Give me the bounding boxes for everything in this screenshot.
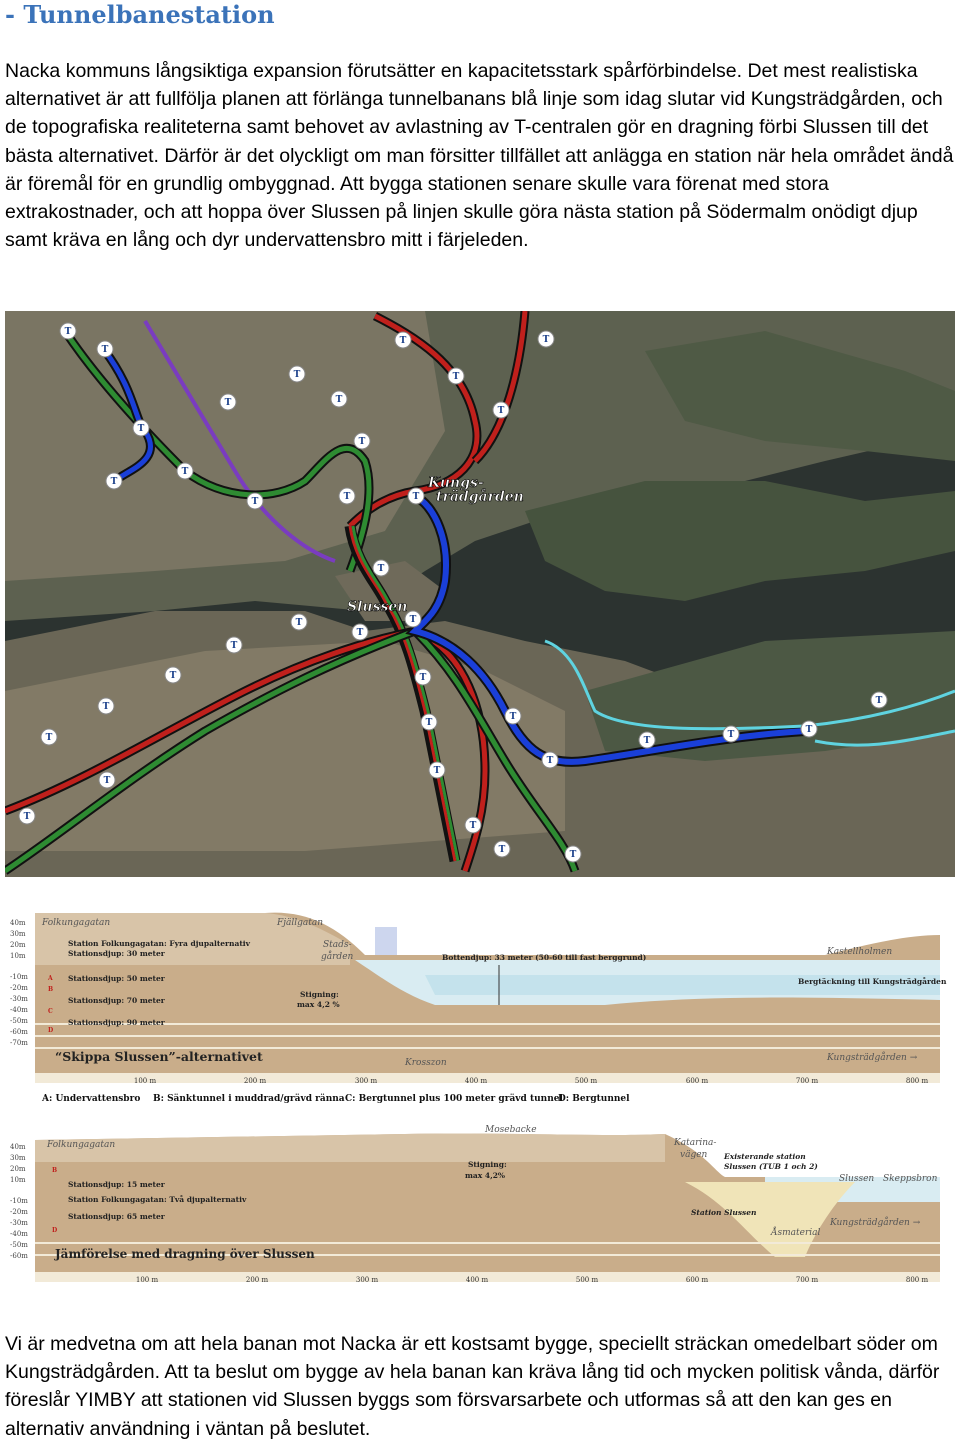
alt-letter-c: C	[48, 1008, 53, 1015]
distance-label: 500 m	[574, 1077, 598, 1085]
legend-c: C: Bergtunnel plus 100 meter grävd tunnel	[345, 1094, 563, 1104]
station-marker: T	[358, 437, 366, 447]
place-kastellholmen: Kastellholmen	[827, 947, 893, 957]
station-marker: T	[546, 756, 554, 766]
place-mosebacke: Mosebacke	[485, 1125, 537, 1135]
depth-label-m50: -50m	[10, 1241, 28, 1249]
distance-label: 800 m	[905, 1276, 929, 1284]
place-kungstradgarden: Kungsträdgården →	[827, 1053, 918, 1063]
alt-letter-a: A	[48, 975, 53, 982]
distance-label: 200 m	[243, 1077, 267, 1085]
station-marker: T	[727, 730, 735, 740]
depth-label-m10: -10m	[10, 1197, 28, 1205]
place-slussen: Slussen	[839, 1174, 875, 1184]
depth-label-m70: -70m	[10, 1039, 28, 1047]
distance-label: 400 m	[464, 1077, 488, 1085]
station-marker: T	[643, 736, 651, 746]
aerial-metro-map	[5, 311, 955, 877]
depth-band-1	[35, 1023, 940, 1025]
profile-skippa-slussen	[5, 905, 955, 1110]
station-marker: T	[509, 712, 517, 722]
depth-label-30: 30m	[10, 1154, 26, 1162]
legend-d: D: Bergtunnel	[558, 1094, 630, 1104]
station-marker: T	[102, 702, 110, 712]
station-marker: T	[425, 718, 433, 728]
station-marker: T	[110, 477, 118, 487]
depth-label-m60: -60m	[10, 1252, 28, 1260]
station-marker: T	[419, 673, 427, 683]
place-folkungagatan: Folkungagatan	[47, 1140, 116, 1150]
gradient-value: max 4,2%	[465, 1171, 506, 1180]
gradient-value: max 4,2 %	[297, 1000, 340, 1009]
station-marker: T	[45, 733, 53, 743]
distance-label: 700 m	[795, 1276, 819, 1284]
intro-paragraph: Nacka kommuns långsiktiga expansion förutsätter en kapacitetsstark spårförbindelse. Det mest realistiska alternativet är att fullfölja planen att förlänga tunnelbanans blå linje som idag slutar vid Kungsträdgården, och de topografiska realiteterna samt behovet av avlastning av T-centralen gör en dragning förbi Slussen till det bästa alternativet. Därför är det olyckligt om man försitter tillfället att anlägga en station när hela området ändå är föremål för en grundlig ombyggnad. Att bygga stationen senare skulle vara förenat med stora extrakostnader, och att hoppa över Slussen på linjen skulle göra nästa station på Södermalm onödigt djup samt kräva en lång och dyr undervattensbro mitt i färjeleden.	[5, 60, 954, 252]
depth-label-m30: -30m	[10, 995, 28, 1003]
place-krosszon: Krosszon	[405, 1058, 447, 1068]
existing-station-line2: Slussen (TUB 1 och 2)	[724, 1162, 818, 1171]
station-marker: T	[23, 812, 31, 822]
depth-label-40: 40m	[10, 919, 26, 927]
station-slussen: Station Slussen	[691, 1208, 757, 1217]
section-heading: - Tunnelbanestation	[5, 0, 275, 29]
legend-b: B: Sänktunnel i muddrad/grävd ränna	[153, 1094, 345, 1104]
station-marker: T	[224, 398, 232, 408]
station-marker: T	[805, 725, 813, 735]
alternative-title: “Skippa Slussen”-alternativet	[55, 1049, 263, 1064]
station-marker: T	[409, 615, 417, 625]
depth-label-30: 30m	[10, 930, 26, 938]
distance-label: 200 m	[245, 1276, 269, 1284]
station-marker: T	[64, 327, 72, 337]
depth-label-m20: -20m	[10, 984, 28, 992]
depth-label-20: 20m	[10, 1165, 26, 1173]
closing-paragraph: Vi är medvetna om att hela banan mot Nacka är ett kostsamt bygge, speciellt sträckan omedelbart söder om Kungsträdgården. Att ta beslut om bygge av hela banan kan kräva lång tid och mycken politisk vånda, därför föreslår YIMBY att stationen vid Slussen byggs som försvarsarbete och utformas så att den kan ges en alternativ användning i väntan på beslutet.	[5, 1333, 940, 1440]
station-marker: T	[343, 492, 351, 502]
depth-label-m20: -20m	[10, 1208, 28, 1216]
distance-label: 100 m	[133, 1077, 157, 1085]
station-depth-70: Stationsdjup: 70 meter	[68, 996, 165, 1005]
station-marker: T	[452, 372, 460, 382]
depth-label-10: 10m	[10, 952, 26, 960]
depth-band-1	[35, 1242, 940, 1244]
station-marker: T	[251, 497, 259, 507]
distance-label: 800 m	[905, 1077, 929, 1085]
place-fjallgatan: Fjällgatan	[277, 918, 324, 928]
station-marker: T	[569, 850, 577, 860]
gradient-label: Stigning:	[300, 990, 339, 999]
station-depth-15: Stationsdjup: 15 meter	[68, 1180, 165, 1189]
station-marker: T	[137, 424, 145, 434]
station-marker: T	[498, 845, 506, 855]
station-marker: T	[181, 467, 189, 477]
distance-label: 300 m	[354, 1077, 378, 1085]
station-marker: T	[497, 406, 505, 416]
bottom-depth-note: Bottendjup: 33 meter (50-60 till fast berggrund)	[442, 953, 647, 962]
station-marker: T	[295, 618, 303, 628]
place-folkungagatan: Folkungagatan	[42, 918, 111, 928]
station-depth-30: Stationsdjup: 30 meter	[68, 949, 165, 958]
alt-letter-d: D	[52, 1227, 58, 1234]
depth-band-2	[35, 1035, 940, 1037]
distance-label: 300 m	[355, 1276, 379, 1284]
station-marker: T	[433, 766, 441, 776]
rock-cover-note: Bergtäckning till Kungsträdgården	[798, 977, 947, 986]
station-marker: T	[412, 492, 420, 502]
station-depth-65: Stationsdjup: 65 meter	[68, 1212, 165, 1221]
depth-label-20: 20m	[10, 941, 26, 949]
distance-label: 500 m	[575, 1276, 599, 1284]
distance-label: 600 m	[685, 1276, 709, 1284]
alt-letter-b: B	[48, 986, 54, 993]
station-depth-50: Stationsdjup: 50 meter	[68, 974, 165, 983]
depth-label-10: 10m	[10, 1176, 26, 1184]
place-katarinavagen-line2: vägen	[680, 1150, 708, 1160]
station-marker: T	[103, 776, 111, 786]
label-kungstradgarden-line1: Kungs-	[428, 475, 484, 491]
place-kungstradgarden: Kungsträdgården →	[830, 1218, 921, 1228]
label-slussen: Slussen	[347, 599, 408, 615]
station-marker: T	[335, 395, 343, 405]
place-stadsgarden-line2: gården	[321, 952, 354, 962]
station-depth-90: Stationsdjup: 90 meter	[68, 1018, 165, 1027]
alt-letter-b: B	[52, 1167, 58, 1174]
depth-label-m60: -60m	[10, 1028, 28, 1036]
alt-letter-d: D	[48, 1027, 54, 1034]
place-skeppsbron: Skeppsbron	[883, 1174, 938, 1184]
station-marker: T	[875, 696, 883, 706]
station-title: Station Folkungagatan: Två djupalternativ	[68, 1195, 247, 1204]
existing-station-line1: Existerande station	[724, 1152, 806, 1161]
distance-label: 100 m	[135, 1276, 159, 1284]
place-asmaterial: Åsmaterial	[771, 1228, 821, 1238]
legend-a: A: Undervattensbro	[42, 1094, 141, 1104]
station-title: Station Folkungagatan: Fyra djupalternativ	[68, 939, 250, 948]
place-katarinavagen-line1: Katarina-	[674, 1138, 717, 1148]
station-marker: T	[101, 345, 109, 355]
depth-label-40: 40m	[10, 1143, 26, 1151]
depth-label-m40: -40m	[10, 1230, 28, 1238]
comparison-title: Jämförelse med dragning över Slussen	[55, 1247, 315, 1261]
station-marker: T	[469, 821, 477, 831]
station-marker: T	[230, 641, 238, 651]
station-marker: T	[399, 336, 407, 346]
station-marker: T	[293, 370, 301, 380]
depth-label-m30: -30m	[10, 1219, 28, 1227]
depth-label-m50: -50m	[10, 1017, 28, 1025]
label-kungstradgarden-line2: trädgården	[436, 489, 524, 505]
station-marker: T	[542, 335, 550, 345]
depth-label-m10: -10m	[10, 973, 28, 981]
profile-over-slussen	[5, 1122, 955, 1292]
depth-label-m40: -40m	[10, 1006, 28, 1014]
station-marker: T	[377, 564, 385, 574]
station-marker: T	[169, 671, 177, 681]
gradient-label: Stigning:	[468, 1160, 507, 1169]
building-stadsgarden	[375, 927, 397, 955]
distance-label: 400 m	[465, 1276, 489, 1284]
distance-label: 700 m	[795, 1077, 819, 1085]
distance-label: 600 m	[685, 1077, 709, 1085]
station-marker: T	[356, 628, 364, 638]
place-stadsgarden-line1: Stads-	[323, 940, 352, 950]
